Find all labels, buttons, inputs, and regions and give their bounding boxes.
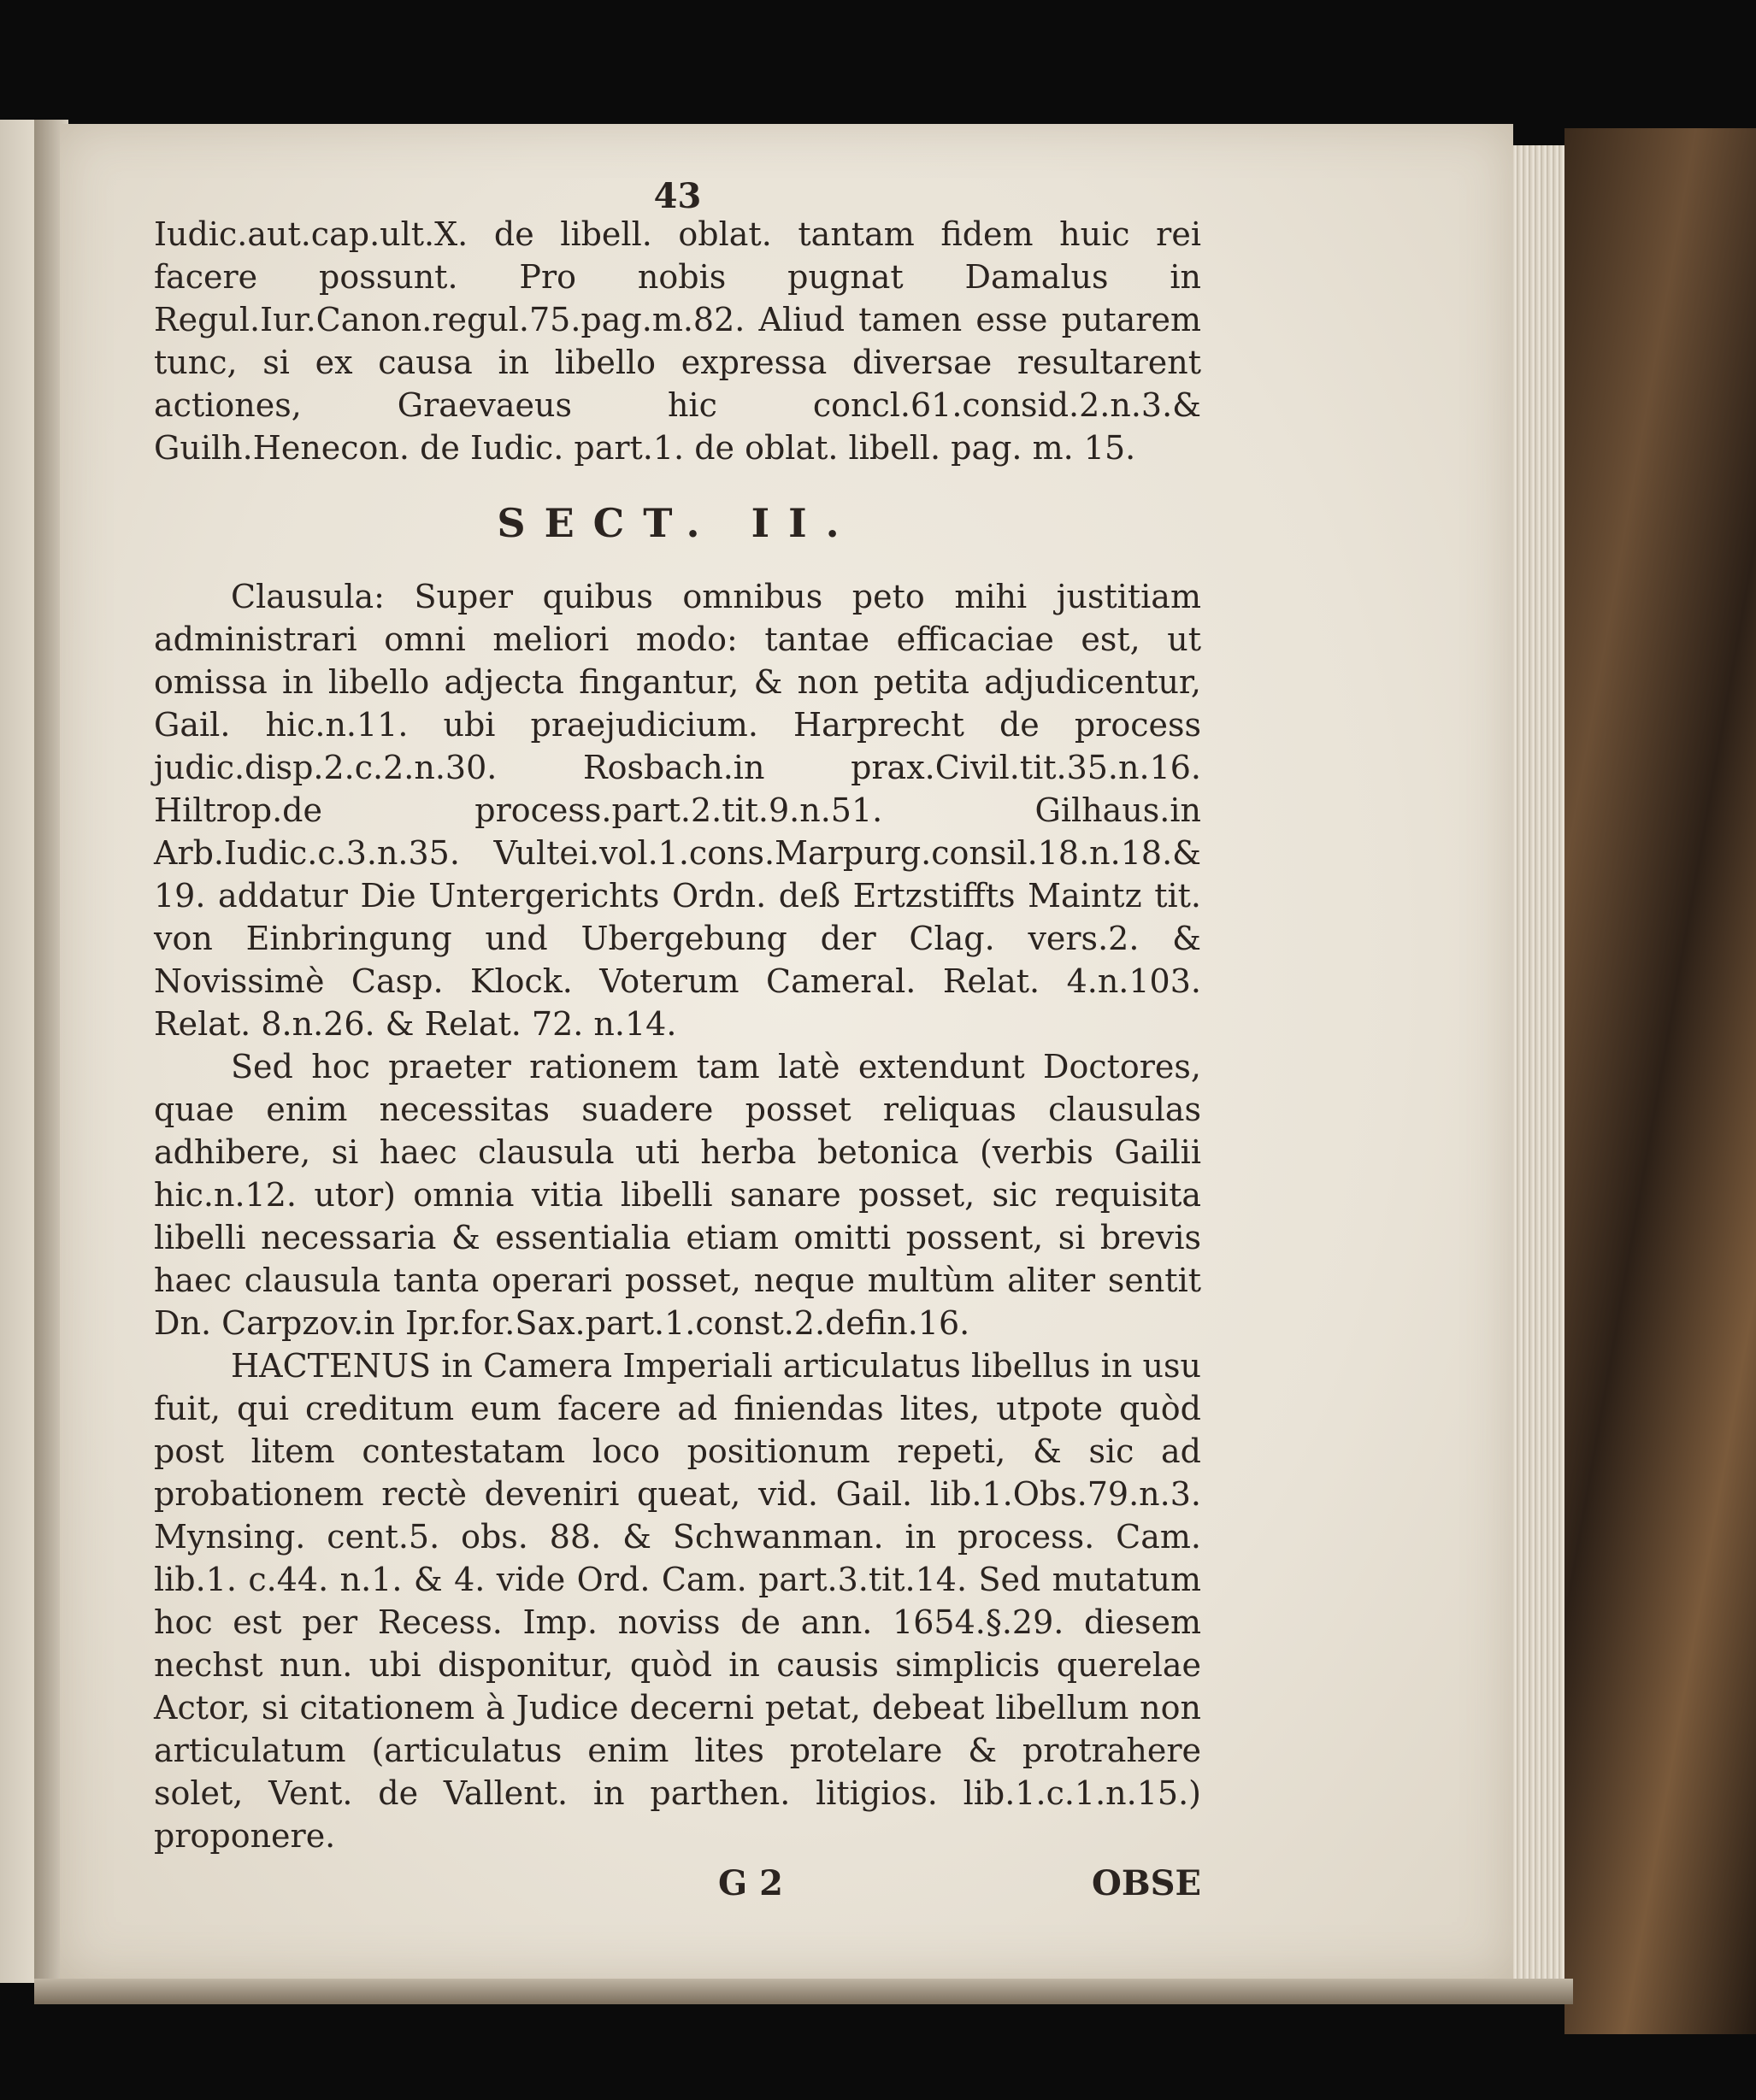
signature-mark: G 2 xyxy=(718,1863,783,1903)
page-footer xyxy=(154,1862,1201,1905)
paragraph-4: HACTENUS in Camera Imperiali articulatus libellus in usu fuit, qui creditum eum facere ad finiendas lites, utpote quòd post litem contestatam loco positionum repeti, & sic ad probationem rectè deveniri queat, vid. Gail. lib.1.Obs.79.n.3. Mynsing. cent.5. obs. 88. & Schwanman. in process. Cam. lib.1. c.44. n.1. & 4. vide Ord. Cam. part.3.tit.14. Sed mutatum hoc est per Recess. Imp. noviss de ann. 1654.§.29. diesem nechst nun. ubi disponitur, quòd in causis simplicis querelae Actor, si citationem à Judice decerni petat, debeat libellum non articulatum (articulatus enim lites protelare & protrahere solet, Vent. de Vallent. in parthen. litigios. lib.1.c.1.n.15.) proponere. xyxy=(154,1347,1201,1855)
section-heading: SECT. II. xyxy=(497,500,858,546)
leather-cover xyxy=(1564,128,1756,2034)
page-bottom-edge xyxy=(34,1979,1573,2004)
paragraph-3: Sed hoc praeter rationem tam latè extendunt Doctores, quae enim necessitas suadere posset reliquas clausulas adhibere, si haec clausula uti herba betonica (verbis Gailii hic.n.12. utor) omnia vitia libelli sanare posset, sic requisita libelli necessaria & essentialia etiam omitti possent, si brevis haec clausula tanta operari posset, neque multùm aliter sentit Dn. Carpzov.in Ipr.for.Sax.part.1.const.2.defin.16. xyxy=(154,1048,1201,1342)
catchword: OBSE xyxy=(1091,1863,1201,1903)
page-number: 43 xyxy=(653,176,702,216)
paragraph-2: Clausula: Super quibus omnibus peto mihi justitiam administrari omni meliori modo: tantae efficaciae est, ut omissa in libello adjecta fingantur, & non petita adjudicentur, Gail. hic.n.11. ubi praejudicium. Harprecht de process judic.disp.2.c.2.n.30. Rosbach.in prax.Civil.tit.35.n.16. Hiltrop.de process.part.2.tit.9.n.51. Gilhaus.in Arb.Iudic.c.3.n.35. Vultei.vol.1.cons.Marpurg.consil.18.n.18.& 19. addatur Die Untergerichts Ordn. deß Ertzstiffts Maintz tit. von Einbringung und Ubergebung der Clag. vers.2. & Novissimè Casp. Klock. Voterum Cameral. Relat. 4.n.103. Relat. 8.n.26. & Relat. 72. n.14. xyxy=(154,578,1201,1043)
page-text-block xyxy=(154,175,1201,1905)
paragraph-1: Iudic.aut.cap.ult.X. de libell. oblat. tantam fidem huic rei facere possunt. Pro nobis pugnat Damalus in Regul.Iur.Canon.regul.75.pag.m.82. Aliud tamen esse putarem tunc, si ex causa in libello expressa diversae resultarent actiones, Graevaeus hic concl.61.consid.2.n.3.& Guilh.Henecon. de Iudic. part.1. de oblat. libell. pag. m. 15. xyxy=(154,215,1201,467)
